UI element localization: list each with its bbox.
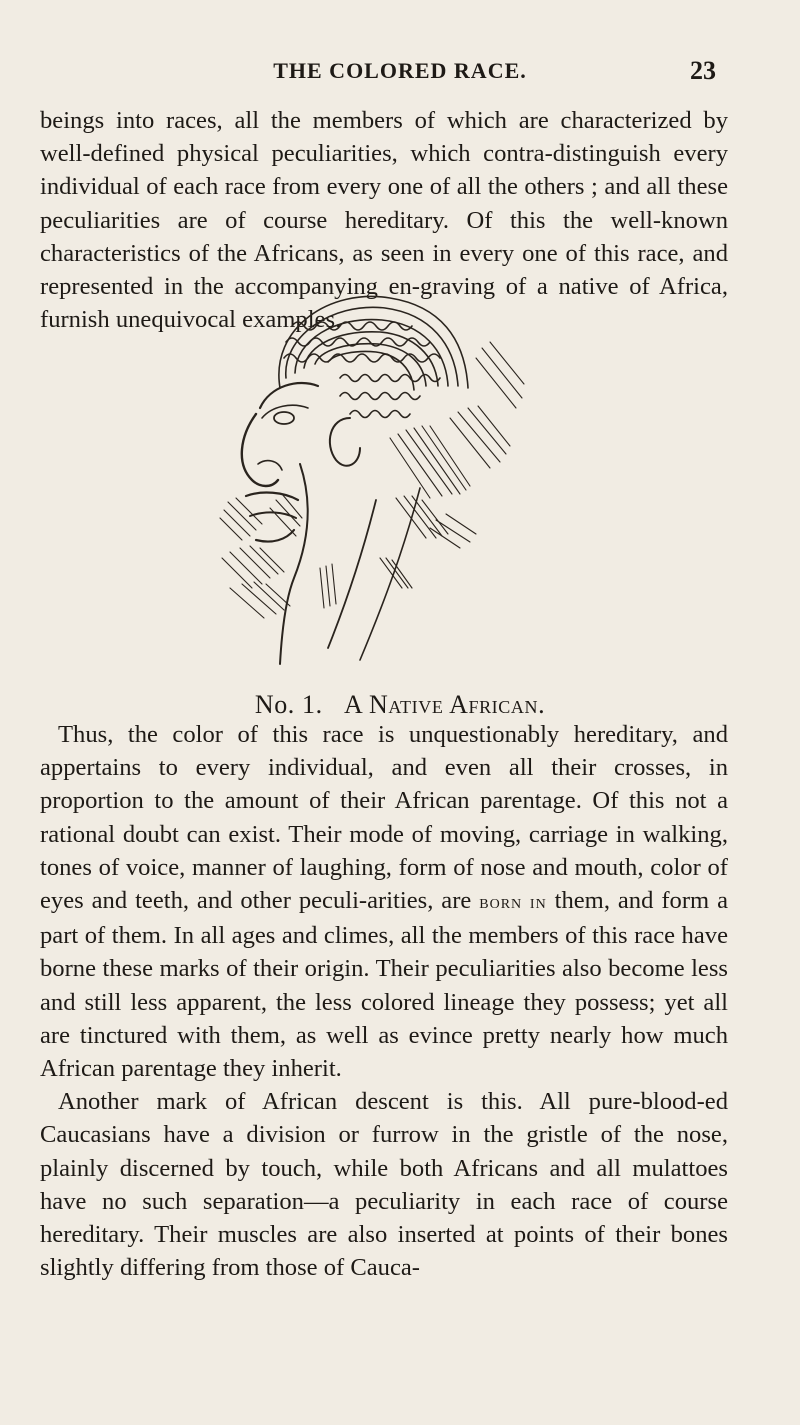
engraving-illustration — [200, 268, 540, 688]
nostril — [258, 461, 282, 470]
page-number: 23 — [690, 56, 716, 85]
running-head: THE COLORED RACE. — [273, 58, 527, 83]
shading-hatches — [220, 342, 524, 618]
paragraph-2-before: Thus, the color of this race is unquestionably hereditary, and appertains to every individual, and even all their crosses, in proportion to the amount of their African parentage. Of this not a rational doubt can exist. Their mode of moving, carriage in walking, tones of voice, manner of laughing, form of nose and mouth, color of eyes and teeth, and other peculi-arities, are — [40, 721, 728, 915]
figure-number: No. 1. — [254, 690, 323, 719]
paragraph-1-text: beings into races, all the members of which are characterized by well-defined physical peculiarities, which contra-distinguish every individual of each race from every one of all the others ; and all these peculiarities are of course hereditary. Of this the well-known characteristics of the Africans, as seen in every one of this race, and represented in the accompanying en-graving of a native of Africa, furnish unequivocal examples. — [40, 107, 728, 334]
paragraph-2-after: them, and form a part of them. In all ages and climes, all the members of this race have borne these marks of their origin. Their peculiarities also become less and still less apparent, the less colored lineage they possess; yet all are tinctured with them, as well as evince pretty nearly how much African parentage they inherit. — [40, 887, 728, 1083]
paragraph-2-emphasis: born in — [479, 891, 547, 914]
paragraph-2 — [40, 718, 728, 1284]
paragraph-3-text: Another mark of African descent is this. All pure-blood-ed Caucasians have a division or furrow in the gristle of the nose, plainly discerned by touch, while both Africans and all mulattoes have no such separation—a peculiarity in each race of course hereditary. Their muscles are also inserted at points of their bones slightly differing from those of Cauca- — [40, 1088, 728, 1282]
upper-lip — [246, 493, 298, 500]
shoulder-line — [360, 488, 420, 660]
mouth-line — [250, 512, 296, 518]
ear — [330, 418, 360, 466]
paragraph-2-text — [40, 718, 728, 1085]
figure-caption — [0, 690, 800, 720]
eye — [274, 412, 294, 424]
hair-curls — [279, 296, 468, 417]
nose-outline — [242, 414, 278, 486]
figure-title: A Native African. — [344, 690, 546, 719]
page-header — [0, 58, 800, 88]
neck-line — [328, 500, 376, 648]
lower-lip — [256, 530, 294, 542]
engraving-native-african — [200, 268, 540, 688]
brow-line — [260, 383, 318, 408]
